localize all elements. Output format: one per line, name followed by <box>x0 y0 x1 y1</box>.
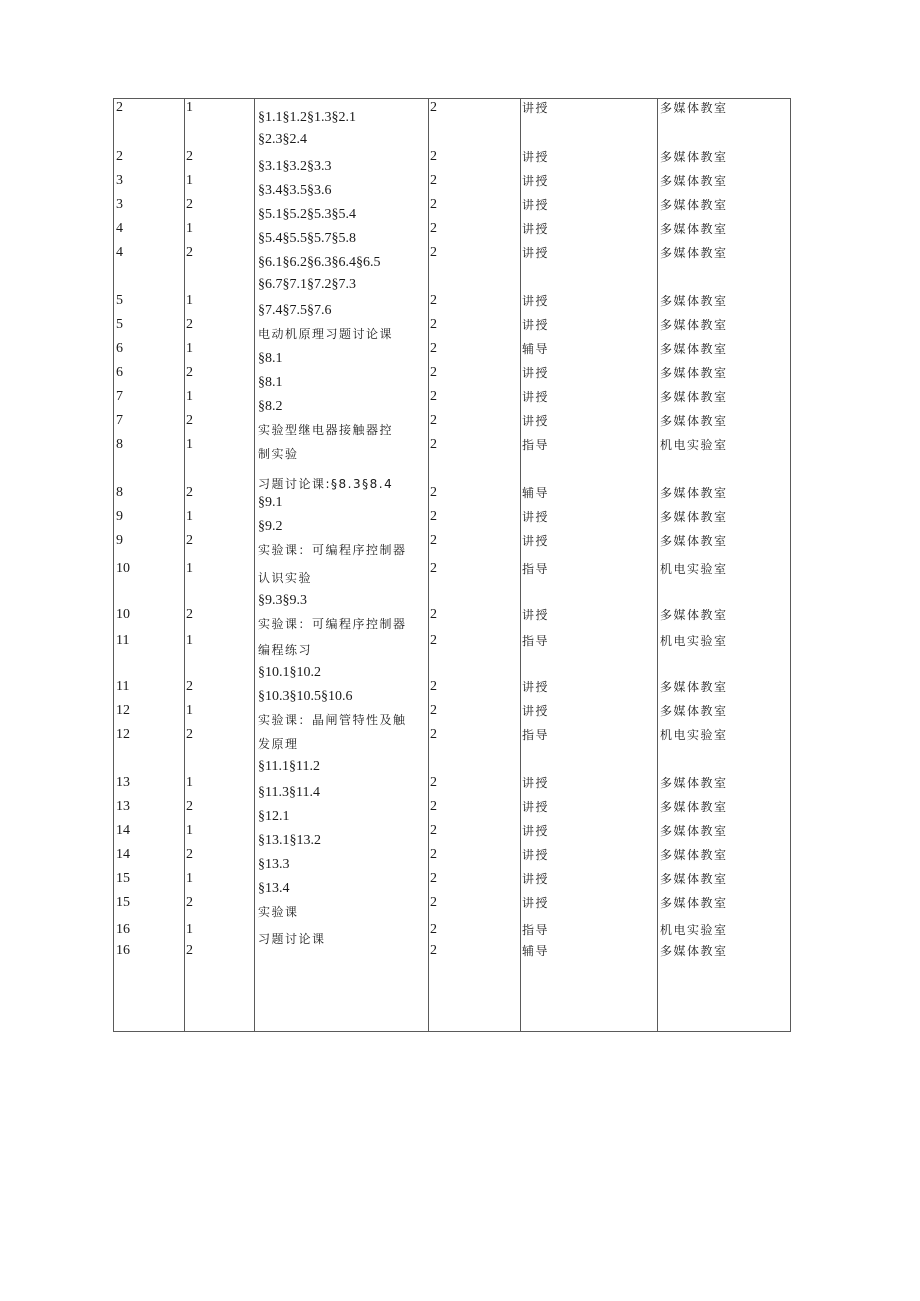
method-cell: 讲授 <box>522 510 550 524</box>
week-cell: 5 <box>116 317 123 332</box>
content-cell: 实验课：可编程序控制器 <box>258 617 407 631</box>
content-cell: §9.2 <box>258 519 283 534</box>
method-cell: 讲授 <box>522 872 550 886</box>
column-divider <box>520 98 521 1032</box>
week-cell: 3 <box>116 197 123 212</box>
week-cell: 2 <box>116 100 123 115</box>
location-cell: 多媒体教室 <box>660 342 728 356</box>
method-cell: 讲授 <box>522 776 550 790</box>
hours-cell: 2 <box>430 823 437 838</box>
session-cell: 1 <box>186 437 193 452</box>
week-cell: 12 <box>116 703 130 718</box>
content-cell: §5.4§5.5§5.7§5.8 <box>258 231 356 246</box>
content-cell: §6.1§6.2§6.3§6.4§6.5 <box>258 255 381 270</box>
session-cell: 2 <box>186 533 193 548</box>
hours-cell: 2 <box>430 679 437 694</box>
method-cell: 讲授 <box>522 198 550 212</box>
content-cell: §5.1§5.2§5.3§5.4 <box>258 207 356 222</box>
content-cell: 制实验 <box>258 447 299 461</box>
method-cell: 讲授 <box>522 390 550 404</box>
location-cell: 多媒体教室 <box>660 534 728 548</box>
week-cell: 2 <box>116 149 123 164</box>
session-cell: 2 <box>186 149 193 164</box>
location-cell: 多媒体教室 <box>660 414 728 428</box>
location-cell: 多媒体教室 <box>660 390 728 404</box>
week-cell: 6 <box>116 341 123 356</box>
content-cell: §6.7§7.1§7.2§7.3 <box>258 277 356 292</box>
method-cell: 指导 <box>522 923 550 937</box>
method-cell: 讲授 <box>522 824 550 838</box>
content-cell: 发原理 <box>258 737 299 751</box>
hours-cell: 2 <box>430 633 437 648</box>
week-cell: 9 <box>116 533 123 548</box>
session-cell: 2 <box>186 727 193 742</box>
location-cell: 多媒体教室 <box>660 872 728 886</box>
location-cell: 多媒体教室 <box>660 101 728 115</box>
content-cell: §8.1 <box>258 375 283 390</box>
content-cell: 习题讨论课 <box>258 932 326 946</box>
method-cell: 讲授 <box>522 848 550 862</box>
week-cell: 7 <box>116 413 123 428</box>
hours-cell: 2 <box>430 341 437 356</box>
week-cell: 4 <box>116 245 123 260</box>
content-cell: §13.1§13.2 <box>258 833 321 848</box>
session-cell: 1 <box>186 341 193 356</box>
session-cell: 2 <box>186 799 193 814</box>
location-cell: 机电实验室 <box>660 728 728 742</box>
session-cell: 2 <box>186 607 193 622</box>
hours-cell: 2 <box>430 895 437 910</box>
week-cell: 9 <box>116 509 123 524</box>
method-cell: 讲授 <box>522 101 550 115</box>
session-cell: 2 <box>186 485 193 500</box>
week-cell: 16 <box>116 943 130 958</box>
hours-cell: 2 <box>430 607 437 622</box>
location-cell: 多媒体教室 <box>660 198 728 212</box>
method-cell: 讲授 <box>522 222 550 236</box>
location-cell: 多媒体教室 <box>660 848 728 862</box>
session-cell: 2 <box>186 413 193 428</box>
session-cell: 1 <box>186 775 193 790</box>
content-cell: §10.3§10.5§10.6 <box>258 689 353 704</box>
session-cell: 1 <box>186 293 193 308</box>
content-cell: 电动机原理习题讨论课 <box>258 327 394 341</box>
hours-cell: 2 <box>430 871 437 886</box>
hours-cell: 2 <box>430 799 437 814</box>
location-cell: 机电实验室 <box>660 562 728 576</box>
location-cell: 多媒体教室 <box>660 222 728 236</box>
location-cell: 多媒体教室 <box>660 294 728 308</box>
hours-cell: 2 <box>430 437 437 452</box>
location-cell: 多媒体教室 <box>660 776 728 790</box>
week-cell: 8 <box>116 437 123 452</box>
week-cell: 14 <box>116 823 130 838</box>
content-cell: §9.3§9.3 <box>258 593 307 608</box>
method-cell: 指导 <box>522 634 550 648</box>
week-cell: 11 <box>116 633 130 648</box>
session-cell: 1 <box>186 389 193 404</box>
location-cell: 机电实验室 <box>660 438 728 452</box>
content-cell: 实验课：可编程序控制器 <box>258 543 407 557</box>
location-cell: 多媒体教室 <box>660 608 728 622</box>
session-cell: 1 <box>186 100 193 115</box>
method-cell: 指导 <box>522 728 550 742</box>
week-cell: 10 <box>116 607 130 622</box>
session-cell: 1 <box>186 509 193 524</box>
hours-cell: 2 <box>430 485 437 500</box>
location-cell: 多媒体教室 <box>660 174 728 188</box>
session-cell: 2 <box>186 317 193 332</box>
hours-cell: 2 <box>430 245 437 260</box>
method-cell: 讲授 <box>522 174 550 188</box>
session-cell: 2 <box>186 895 193 910</box>
location-cell: 多媒体教室 <box>660 704 728 718</box>
column-divider <box>254 98 255 1032</box>
content-cell: 编程练习 <box>258 643 313 657</box>
week-cell: 8 <box>116 485 123 500</box>
hours-cell: 2 <box>430 703 437 718</box>
session-cell: 1 <box>186 922 193 937</box>
session-cell: 2 <box>186 365 193 380</box>
session-cell: 1 <box>186 633 193 648</box>
content-cell: §9.1 <box>258 495 283 510</box>
hours-cell: 2 <box>430 727 437 742</box>
hours-cell: 2 <box>430 922 437 937</box>
hours-cell: 2 <box>430 561 437 576</box>
session-cell: 2 <box>186 245 193 260</box>
hours-cell: 2 <box>430 509 437 524</box>
method-cell: 辅导 <box>522 342 550 356</box>
content-cell: §7.4§7.5§7.6 <box>258 303 332 318</box>
location-cell: 多媒体教室 <box>660 366 728 380</box>
content-cell: §8.1 <box>258 351 283 366</box>
session-cell: 1 <box>186 173 193 188</box>
column-divider <box>657 98 658 1032</box>
content-cell: 实验课：晶闸管特性及触 <box>258 713 407 727</box>
week-cell: 11 <box>116 679 130 694</box>
hours-cell: 2 <box>430 943 437 958</box>
content-cell: §8.2 <box>258 399 283 414</box>
method-cell: 讲授 <box>522 896 550 910</box>
hours-cell: 2 <box>430 413 437 428</box>
hours-cell: 2 <box>430 775 437 790</box>
session-cell: 1 <box>186 221 193 236</box>
session-cell: 1 <box>186 561 193 576</box>
hours-cell: 2 <box>430 533 437 548</box>
week-cell: 16 <box>116 922 130 937</box>
location-cell: 机电实验室 <box>660 634 728 648</box>
hours-cell: 2 <box>430 389 437 404</box>
content-cell: §2.3§2.4 <box>258 132 307 147</box>
method-cell: 讲授 <box>522 704 550 718</box>
method-cell: 讲授 <box>522 534 550 548</box>
week-cell: 3 <box>116 173 123 188</box>
hours-cell: 2 <box>430 317 437 332</box>
location-cell: 多媒体教室 <box>660 896 728 910</box>
week-cell: 5 <box>116 293 123 308</box>
content-cell: §11.1§11.2 <box>258 759 320 774</box>
location-cell: 多媒体教室 <box>660 944 728 958</box>
column-divider <box>428 98 429 1032</box>
method-cell: 讲授 <box>522 800 550 814</box>
hours-cell: 2 <box>430 100 437 115</box>
hours-cell: 2 <box>430 149 437 164</box>
method-cell: 讲授 <box>522 318 550 332</box>
method-cell: 讲授 <box>522 608 550 622</box>
session-cell: 1 <box>186 871 193 886</box>
content-cell: §12.1 <box>258 809 290 824</box>
location-cell: 多媒体教室 <box>660 150 728 164</box>
content-cell: §3.4§3.5§3.6 <box>258 183 332 198</box>
session-cell: 1 <box>186 823 193 838</box>
method-cell: 讲授 <box>522 150 550 164</box>
location-cell: 多媒体教室 <box>660 680 728 694</box>
content-cell: §1.1§1.2§1.3§2.1 <box>258 110 356 125</box>
method-cell: 指导 <box>522 438 550 452</box>
location-cell: 多媒体教室 <box>660 510 728 524</box>
location-cell: 多媒体教室 <box>660 486 728 500</box>
week-cell: 13 <box>116 799 130 814</box>
week-cell: 10 <box>116 561 130 576</box>
location-cell: 机电实验室 <box>660 923 728 937</box>
column-divider <box>184 98 185 1032</box>
session-cell: 2 <box>186 943 193 958</box>
week-cell: 12 <box>116 727 130 742</box>
method-cell: 讲授 <box>522 366 550 380</box>
method-cell: 讲授 <box>522 246 550 260</box>
week-cell: 6 <box>116 365 123 380</box>
hours-cell: 2 <box>430 293 437 308</box>
content-cell: §13.3 <box>258 857 290 872</box>
session-cell: 2 <box>186 197 193 212</box>
content-cell: 实验课 <box>258 905 299 919</box>
location-cell: 多媒体教室 <box>660 246 728 260</box>
week-cell: 4 <box>116 221 123 236</box>
method-cell: 指导 <box>522 562 550 576</box>
hours-cell: 2 <box>430 197 437 212</box>
content-cell: §10.1§10.2 <box>258 665 321 680</box>
hours-cell: 2 <box>430 365 437 380</box>
week-cell: 15 <box>116 895 130 910</box>
hours-cell: 2 <box>430 847 437 862</box>
content-cell: 认识实验 <box>258 571 313 585</box>
content-cell: §13.4 <box>258 881 290 896</box>
method-cell: 讲授 <box>522 294 550 308</box>
method-cell: 辅导 <box>522 944 550 958</box>
hours-cell: 2 <box>430 173 437 188</box>
method-cell: 讲授 <box>522 414 550 428</box>
hours-cell: 2 <box>430 221 437 236</box>
content-cell: §3.1§3.2§3.3 <box>258 159 332 174</box>
location-cell: 多媒体教室 <box>660 824 728 838</box>
content-cell: 实验型继电器接触器控 <box>258 423 394 437</box>
week-cell: 15 <box>116 871 130 886</box>
content-cell: 习题讨论课:§8.3§8.4 <box>258 477 394 491</box>
session-cell: 2 <box>186 847 193 862</box>
session-cell: 2 <box>186 679 193 694</box>
method-cell: 讲授 <box>522 680 550 694</box>
method-cell: 辅导 <box>522 486 550 500</box>
content-cell: §11.3§11.4 <box>258 785 320 800</box>
week-cell: 7 <box>116 389 123 404</box>
session-cell: 1 <box>186 703 193 718</box>
week-cell: 14 <box>116 847 130 862</box>
location-cell: 多媒体教室 <box>660 800 728 814</box>
week-cell: 13 <box>116 775 130 790</box>
location-cell: 多媒体教室 <box>660 318 728 332</box>
